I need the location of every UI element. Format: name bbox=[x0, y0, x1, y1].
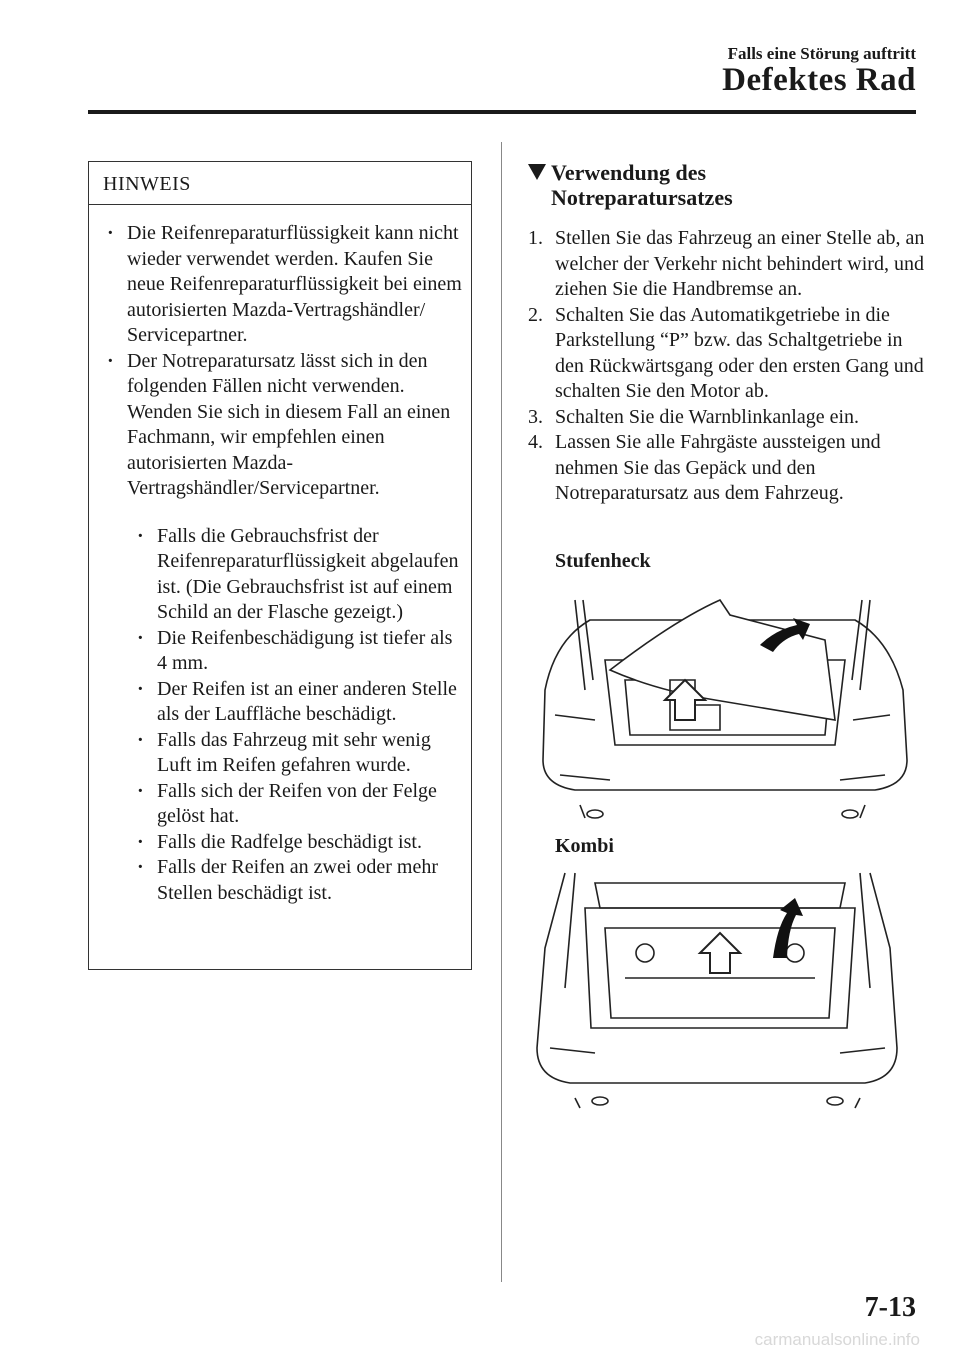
header-rule bbox=[88, 110, 916, 114]
caption-wagon: Kombi bbox=[555, 835, 614, 857]
page-number: 7-13 bbox=[864, 1292, 916, 1323]
page-title: Defektes Rad bbox=[722, 62, 916, 98]
step-item: 1. Stellen Sie das Fahrzeug an einer Stelle ab, an welcher der Verkehr nicht behindert wird, und ziehen Sie die Handbremse an. bbox=[528, 227, 925, 300]
chapter-title: Falls eine Störung auftritt bbox=[727, 44, 916, 63]
step-item: 2. Schalten Sie das Automatikgetriebe in die Parkstellung “P” bzw. das Schaltgetriebe in den Rückwärtsgang oder den ersten Gang und schalten Sie den Motor ab. bbox=[528, 303, 924, 402]
note-sub-item: · Falls das Fahrzeug mit sehr wenig Luft im Reifen gefahren wurde. bbox=[133, 728, 463, 779]
step-item: 3. Schalten Sie die Warnblinkanlage ein. bbox=[528, 405, 860, 428]
note-sub-item: · Falls der Reifen an zwei oder mehr Stellen beschädigt ist. bbox=[133, 855, 463, 906]
note-sub-item: · Falls die Radfelge beschädigt ist. bbox=[133, 830, 463, 856]
caption-sedan: Stufenheck bbox=[555, 550, 651, 572]
note-sub-item: · Der Reifen ist an einer anderen Stelle als der Lauffläche beschädigt. bbox=[133, 677, 463, 728]
sedan-trunk-illustration bbox=[535, 580, 915, 820]
triangle-icon bbox=[528, 164, 546, 180]
steps-list bbox=[528, 226, 928, 507]
watermark: carmanualsonline.info bbox=[754, 1330, 920, 1349]
note-heading: HINWEIS bbox=[89, 162, 471, 205]
section-heading: Verwendung des Notreparatursatzes bbox=[530, 160, 733, 210]
note-sub-item: · Die Reifenbeschädigung ist tiefer als 4 mm. bbox=[133, 626, 463, 677]
note-box bbox=[88, 161, 472, 970]
note-body bbox=[89, 205, 471, 906]
note-sub-item: · Falls sich der Reifen von der Felge gelöst hat. bbox=[133, 779, 463, 830]
wagon-trunk-illustration bbox=[525, 868, 910, 1113]
note-item: · Die Reifenreparaturflüssigkeit kann nicht wieder verwendet werden. Kaufen Sie neue Reifenreparaturflüssigkeit bei einem autorisierten Mazda-Vertragshändler/ Servicepartner. bbox=[103, 221, 463, 349]
step-item: 4. Lassen Sie alle Fahrgäste aussteigen und nehmen Sie das Gepäck und den Notreparatursatz aus dem Fahrzeug. bbox=[528, 431, 881, 504]
note-sub-list bbox=[103, 524, 463, 907]
column-divider bbox=[501, 142, 502, 1282]
note-item: · Der Notreparatursatz lässt sich in den folgenden Fällen nicht verwenden. Wenden Sie sich in diesem Fall an einen Fachmann, wir empfehlen einen autorisierten Mazda-Vertragshändler/Servicepartner. bbox=[103, 349, 463, 502]
note-sub-item: · Falls die Gebrauchsfrist der Reifenreparaturflüssigkeit abgelaufen ist. (Die Gebrauchsfrist ist auf einem Schild an der Flasche gezeigt.) bbox=[133, 524, 463, 626]
